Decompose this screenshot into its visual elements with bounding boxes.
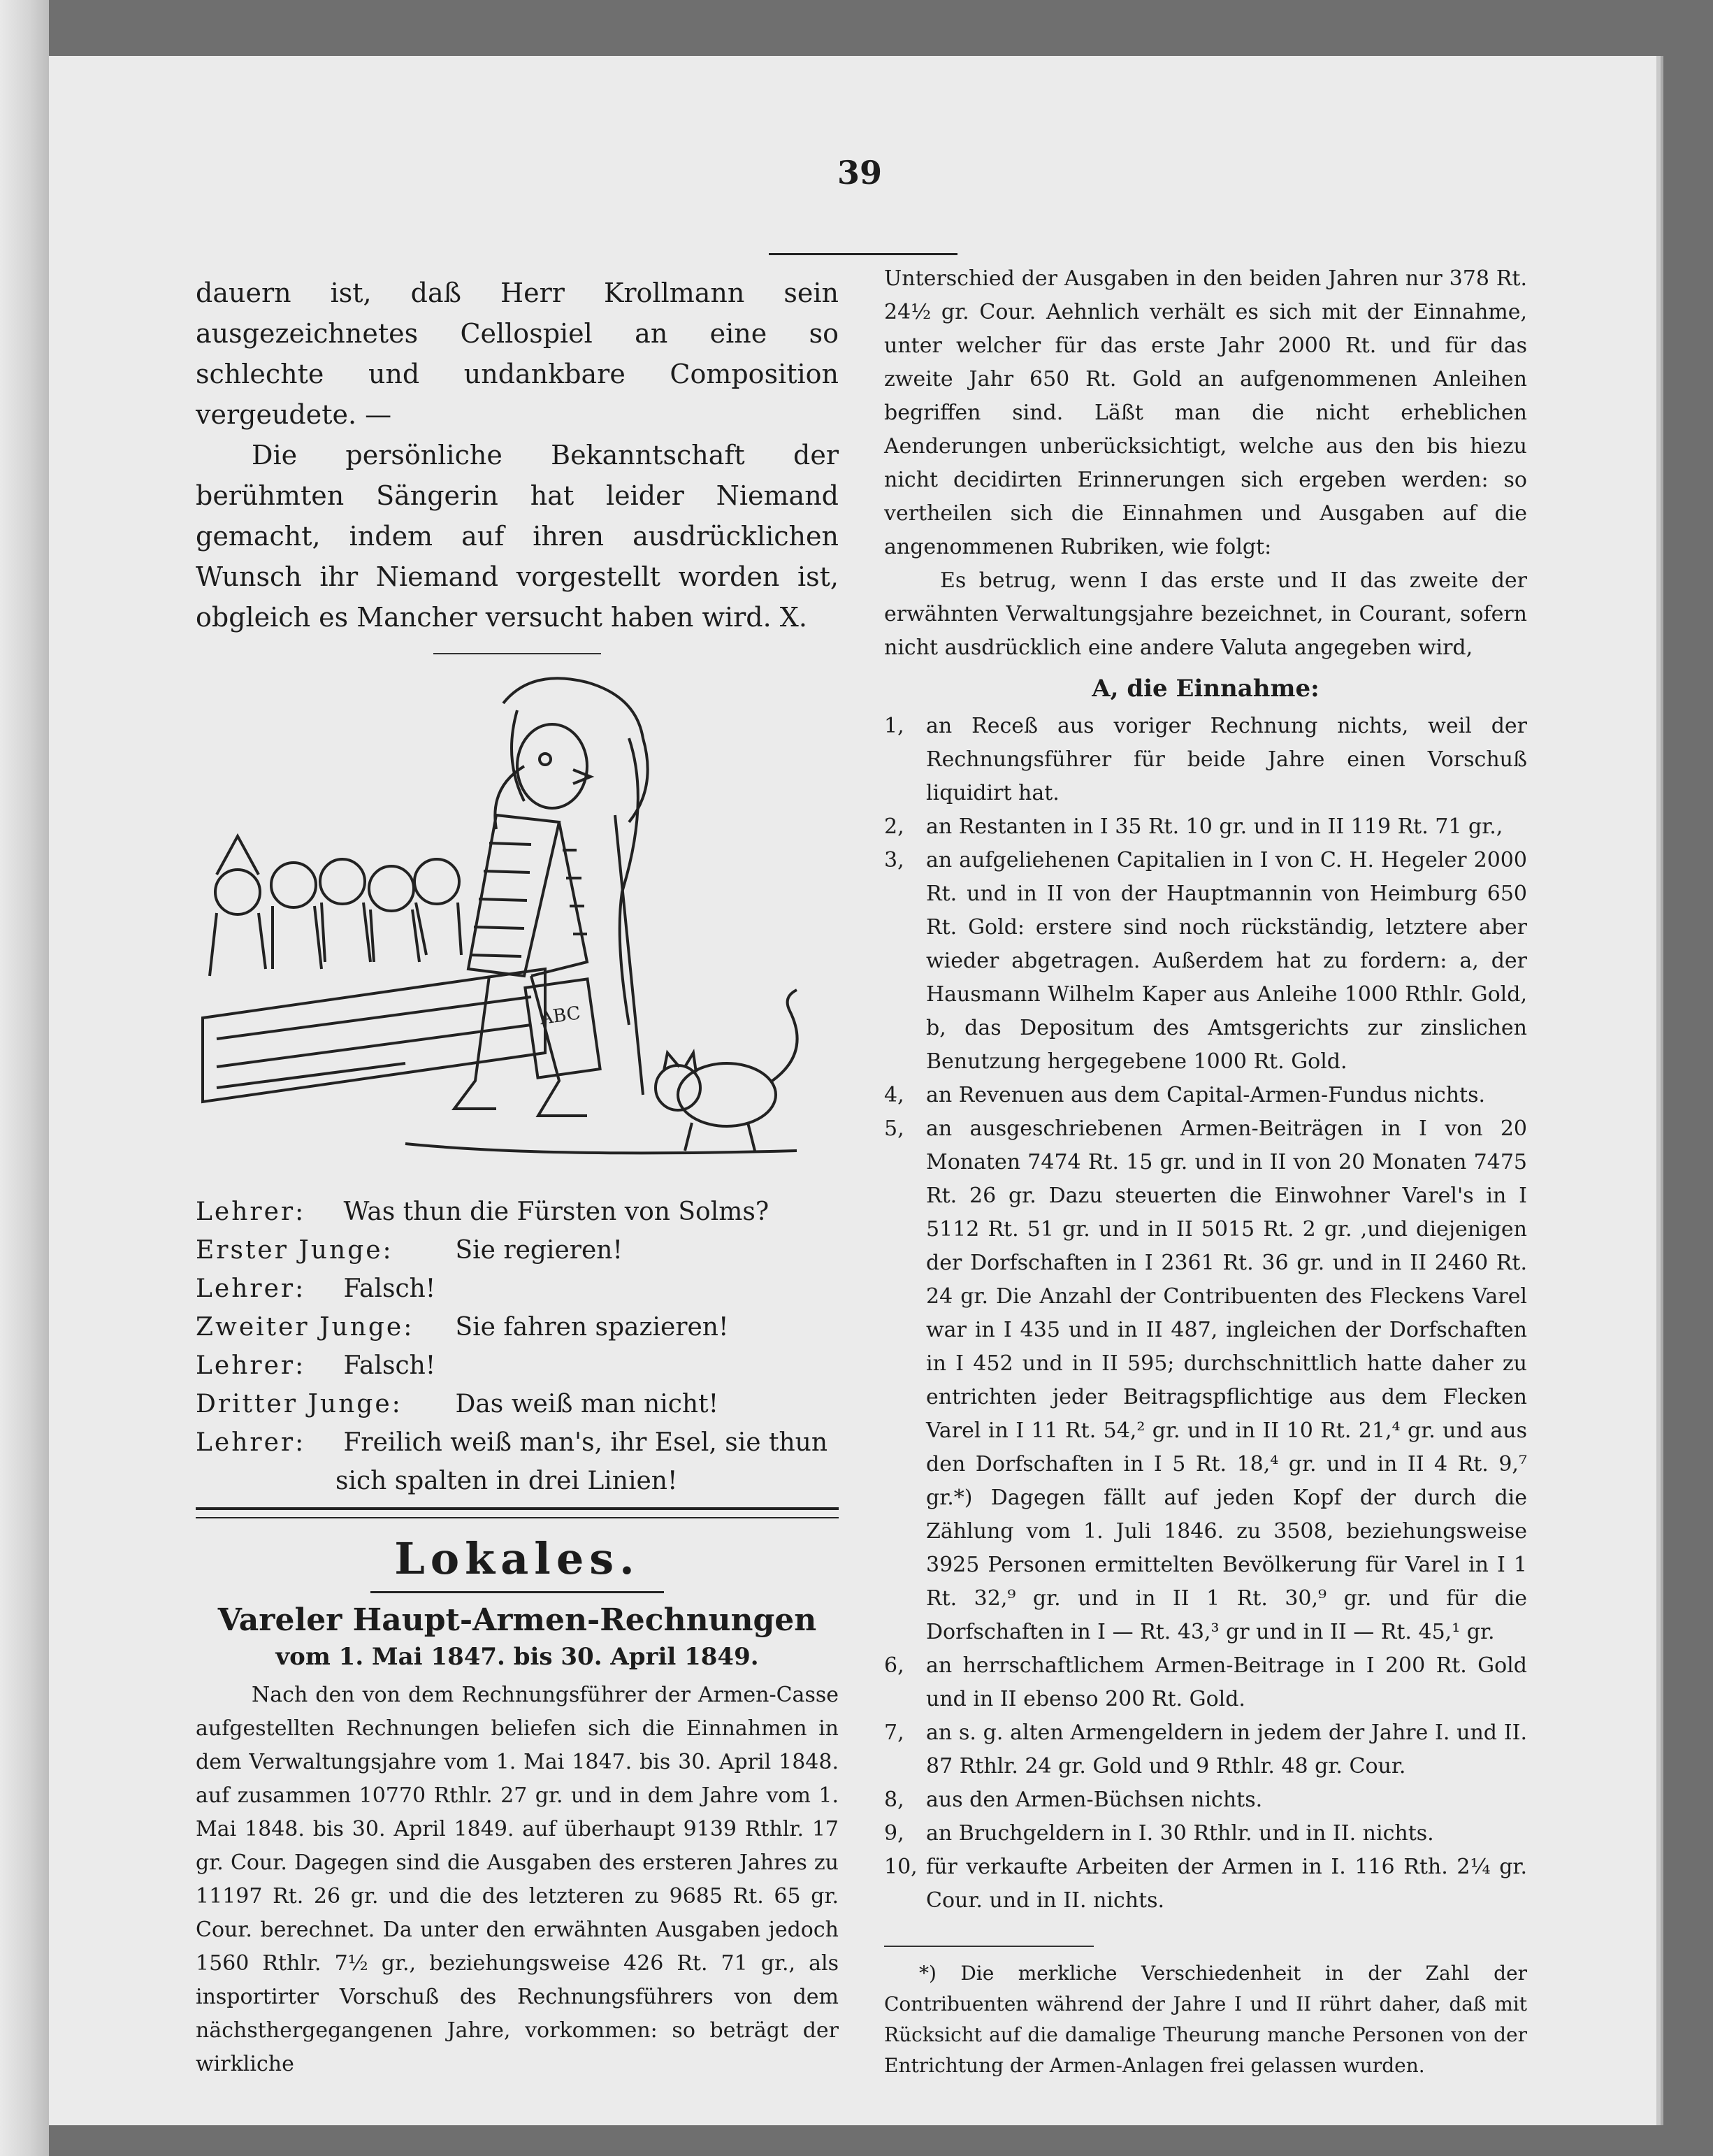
left-column <box>196 273 839 2081</box>
item-number: 10, <box>884 1855 918 1879</box>
income-item <box>884 1649 1527 1716</box>
newspaper-page <box>49 56 1656 2125</box>
income-item <box>884 1783 1527 1817</box>
item-text: an s. g. alten Armengeldern in jedem der Jahre I. und II. 87 Rthlr. 24 gr. Gold und 9 Rthlr. 48 gr. Cour. <box>926 1720 1527 1778</box>
right-column <box>884 262 1527 2081</box>
item-text: aus den Armen-Büchsen nichts. <box>926 1788 1263 1812</box>
dialogue-text: Falsch! <box>343 1351 436 1380</box>
article-continuation: Unterschied der Ausgaben in den beiden Jahren nur 378 Rt. 24½ gr. Cour. Aehnlich verhält es sich mit der Einnahme, unter welcher für das erste Jahr 2000 Rt. und für das zweite Jahr 650 Rt. Gold an aufgenommenen Anleihen begriffen sind. Läßt man die nicht erheblichen Aenderungen unberücksichtigt, welche aus den bis hiezu nicht decidirten Erinnerungen sich ergeben werden: so vertheilen sich die Einnahmen und Ausgaben auf die angenommenen Rubriken, wie folgt: <box>884 266 1527 559</box>
item-text: an Receß aus voriger Rechnung nichts, weil der Rechnungsführer für beide Jahre einen Vorschuß liquidirt hat. <box>926 714 1527 805</box>
dialogue-line <box>196 1423 839 1462</box>
dialogue-line <box>196 1385 839 1423</box>
footnote-rule <box>884 1946 1094 1947</box>
dialogue-line <box>196 1231 839 1270</box>
dialogue-text: Falsch! <box>343 1274 436 1303</box>
item-number: 5, <box>884 1116 904 1141</box>
item-number: 7, <box>884 1720 904 1745</box>
item-text: für verkaufte Arbeiten der Armen in I. 116 Rth. 2¼ gr. Cour. und in II. nichts. <box>926 1855 1527 1913</box>
teacher-cartoon-illustration <box>196 661 839 1179</box>
intro-paragraph-2: Die persönliche Bekanntschaft der berühmten Sängerin hat leider Niemand gemacht, indem auf ihren ausdrücklichen Wunsch ihr Niemand vorgestellt worden ist, obgleich es Mancher versucht haben wird. X. <box>196 440 839 633</box>
item-text: an herrschaftlichem Armen-Beitrage in I 200 Rt. Gold und in II ebenso 200 Rt. Gold. <box>926 1653 1527 1711</box>
item-number: 6, <box>884 1653 904 1678</box>
item-number: 8, <box>884 1788 904 1812</box>
article-body: Nach den von dem Rechnungsführer der Armen-Casse aufgestellten Rechnungen beliefen sich die Einnahmen in dem Verwaltungsjahre vom 1. Mai 1847. bis 30. April 1848. auf zusammen 10770 Rthlr. 27 gr. und in dem Jahre vom 1. Mai 1848. bis 30. April 1849. auf überhaupt 9139 Rthlr. 17 gr. Cour. Dagegen sind die Ausgaben des ersteren Jahres zu 11197 Rt. 26 gr. und die des letzteren zu 9685 Rt. 65 gr. Cour. berechnet. Da unter den erwähnten Ausgaben jedoch 1560 Rthlr. 7½ gr., beziehungsweise 426 Rt. 71 gr., als insportirter Vorschuß des Rechnungsführers von dem nächsthergegangenen Jahre, vorkommen: so beträgt der wirkliche <box>196 1683 839 2076</box>
item-text: an ausgeschriebenen Armen-Beiträgen in I von 20 Monaten 7474 Rt. 15 gr. und in II von 20 Monaten 7475 Rt. 26 gr. Dazu steuerten die Einwohner Varel's in I 5112 Rt. 51 gr. und in II 5015 Rt. 2 gr. ,und diejenigen der Dorfschaften in I 2361 Rt. 36 gr. und in II 2460 Rt. 24 gr. Die Anzahl der Contribuenten des Fleckens Varel war in I 435 und in II 487, ingleichen der Dorfschaften in I 452 und in II 595; durchschnittlich hatte daher zu entrichten jeder Beitragspflichtige aus dem Flecken Varel in I 11 Rt. 54,² gr. und in II 10 Rt. 21,⁴ gr. und aus den Dorfschaften in I 5 Rt. 18,⁴ gr. und in II 4 Rt. 9,⁷ gr.*) Dagegen fällt auf jeden Kopf der durch die Zählung vom 1. Juli 1846. zu 3508, beziehungsweise 3925 Personen ermittelten Bevölkerung für Varel in I 1 Rt. 32,⁹ gr. und in II 1 Rt. 30,⁹ gr. und für die Dorfschaften in I — Rt. 43,³ gr und in II — Rt. 45,¹ gr. <box>926 1116 1527 1644</box>
income-item <box>884 1817 1527 1850</box>
dialogue-speaker: Lehrer: <box>196 1351 306 1380</box>
item-text: an Restanten in I 35 Rt. 10 gr. und in II 119 Rt. 71 gr., <box>926 814 1503 839</box>
footnote: *) Die merkliche Verschiedenheit in der Zahl der Contribuenten während der Jahre I und II rührt daher, daß mit Rücksicht auf die damalige Theurung manche Personen von der Entrichtung der Armen-Anlagen frei gelassen wurden. <box>884 1962 1527 2077</box>
income-item <box>884 844 1527 1079</box>
income-item <box>884 810 1527 844</box>
dialogue-speaker: Dritter Junge: <box>196 1390 403 1418</box>
dialogue-speaker: Lehrer: <box>196 1274 306 1303</box>
book-spine <box>0 0 49 2156</box>
illustration-book-label: ABC <box>538 1002 582 1030</box>
income-item <box>884 1079 1527 1112</box>
dialogue-line <box>196 1270 839 1308</box>
dialogue-text: Sie regieren! <box>455 1236 623 1265</box>
income-heading: A, die Einnahme: <box>1092 675 1320 703</box>
item-number: 4, <box>884 1083 904 1107</box>
dialogue-speaker: Zweiter Junge: <box>196 1313 414 1342</box>
article-title: Vareler Haupt-Armen-Rechnungen <box>217 1602 817 1638</box>
page-number-rule <box>769 253 957 255</box>
dialogue <box>196 1193 839 1500</box>
item-number: 2, <box>884 814 904 839</box>
section-title-rule <box>370 1591 664 1593</box>
item-number: 3, <box>884 848 904 872</box>
article-subtitle: vom 1. Mai 1847. bis 30. April 1849. <box>275 1643 759 1671</box>
section-divider <box>196 1507 839 1518</box>
item-text: an aufgeliehenen Capitalien in I von C. H. Hegeler 2000 Rt. und in II von der Hauptmannin von Heimburg 650 Rt. Gold: erstere sind noch rückständig, letztere aber wieder abgetragen. Außerdem hat zu fordern: a, der Hausmann Wilhelm Kaper aus Anleihe 1000 Rthlr. Gold, b, das Depositum des Amtsgerichts zur zinslichen Benutzung hergegebene 1000 Rt. Gold. <box>926 848 1527 1074</box>
dialogue-speaker: Lehrer: <box>196 1198 306 1226</box>
dialogue-line <box>196 1193 839 1231</box>
intro-paragraph-1: dauern ist, daß Herr Krollmann sein ausgezeichnetes Cellospiel an eine so schlechte und undankbare Composition vergeudete. — <box>196 278 839 430</box>
section-title: Lokales. <box>394 1533 640 1584</box>
dialogue-text: Freilich weiß man's, ihr Esel, sie thun <box>343 1428 828 1457</box>
item-text: an Revenuen aus dem Capital-Armen-Fundus nichts. <box>926 1083 1486 1107</box>
item-number: 9, <box>884 1821 904 1846</box>
dialogue-line <box>196 1308 839 1346</box>
income-item <box>884 1112 1527 1649</box>
income-item <box>884 710 1527 810</box>
page-number: 39 <box>837 154 882 192</box>
item-text: an Bruchgeldern in I. 30 Rthlr. und in II. nichts. <box>926 1821 1434 1846</box>
item-number: 1, <box>884 714 904 738</box>
income-item <box>884 1716 1527 1783</box>
dialogue-speaker: Erster Junge: <box>196 1236 393 1265</box>
dialogue-continuation: sich spalten in drei Linien! <box>335 1467 678 1495</box>
separator-rule <box>433 653 601 654</box>
dialogue-text: Sie fahren spazieren! <box>455 1313 729 1342</box>
dialogue-text: Das weiß man nicht! <box>455 1390 719 1418</box>
valuation-paragraph: Es betrug, wenn I das erste und II das zweite der erwähnten Verwaltungsjahre bezeichnet, in Courant, sofern nicht ausdrücklich eine andere Valuta angegeben wird, <box>884 568 1527 660</box>
dialogue-line <box>196 1346 839 1385</box>
dialogue-speaker: Lehrer: <box>196 1428 306 1457</box>
dialogue-text: Was thun die Fürsten von Solms? <box>343 1198 769 1226</box>
income-item <box>884 1850 1527 1918</box>
